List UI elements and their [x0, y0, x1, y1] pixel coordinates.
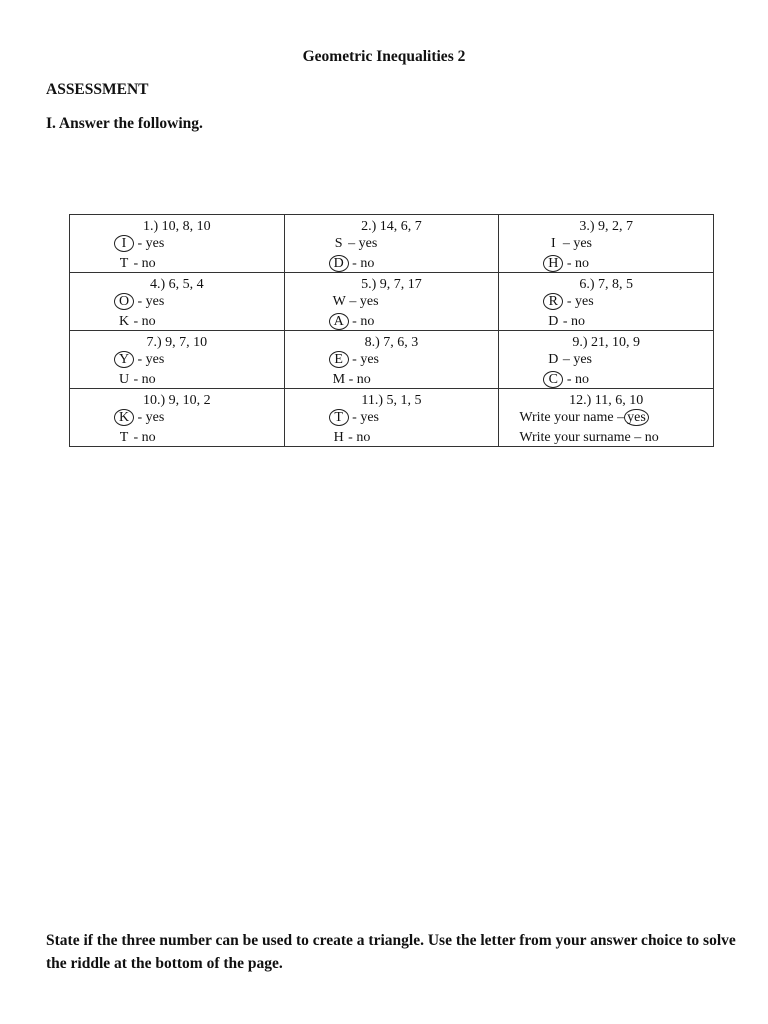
page-title: Geometric Inequalities 2 [302, 48, 466, 65]
option-no [333, 313, 375, 331]
answer-letter: W [332, 294, 346, 309]
option-yes [519, 409, 648, 427]
answer-table [69, 214, 714, 447]
option-no [333, 371, 371, 389]
footer-instructions: State if the three number can be used to create a triangle. Use the letter from your answer choice to solve the riddle at the bottom of the page. [46, 932, 736, 972]
option-label: - no [352, 314, 375, 329]
question-numbers: 9.) 21, 10, 9 [572, 335, 640, 350]
option-yes [333, 235, 378, 253]
option-label: - no [562, 314, 585, 329]
option-label: – yes [349, 294, 379, 309]
question-cell [284, 273, 499, 331]
option-no [547, 255, 589, 273]
option-label: - no [133, 372, 156, 387]
question-numbers: 10.) 9, 10, 2 [142, 393, 211, 408]
question-numbers: 1.) 10, 8, 10 [142, 219, 211, 234]
option-label: – yes [562, 352, 592, 367]
option-no [333, 255, 375, 273]
question-cell [284, 389, 499, 447]
option-yes [547, 293, 593, 311]
circled-answer-letter: I [114, 235, 134, 252]
question-numbers: 8.) 7, 6, 3 [364, 335, 419, 350]
instruction-text: I. Answer the following. [46, 115, 203, 132]
circled-answer-letter: Y [114, 351, 134, 368]
question-cell [499, 389, 714, 447]
answer-letter: D [548, 314, 559, 329]
option-label: Write your name – [519, 410, 625, 425]
option-label: – yes [562, 236, 592, 251]
option-no [118, 313, 156, 331]
option-no [118, 371, 156, 389]
question-cell [499, 215, 714, 273]
answer-letter: S [334, 236, 343, 251]
option-label: - no [133, 430, 156, 445]
option-no [333, 429, 371, 447]
answer-letter: D [548, 352, 559, 367]
option-no [547, 313, 585, 331]
option-no [118, 429, 156, 447]
option-label: - no [566, 372, 589, 387]
option-yes [118, 351, 164, 369]
option-no [547, 371, 589, 389]
question-numbers: 6.) 7, 8, 5 [579, 277, 633, 292]
circled-answer-letter: H [543, 255, 563, 272]
option-label: - no [133, 256, 156, 271]
option-label: - no [352, 256, 375, 271]
option-label: - yes [137, 352, 165, 367]
answer-letter: U [118, 372, 130, 387]
question-cell [70, 389, 285, 447]
question-cell [284, 215, 499, 273]
option-label: - yes [566, 294, 594, 309]
option-yes [333, 293, 379, 311]
answer-letter: I [550, 236, 556, 251]
option-label: – yes [348, 236, 378, 251]
option-label: - yes [352, 352, 379, 367]
option-label: - yes [137, 236, 165, 251]
table-row [70, 389, 714, 447]
option-yes [118, 293, 164, 311]
question-numbers: 12.) 11, 6, 10 [569, 393, 644, 408]
option-label: - yes [137, 294, 165, 309]
circled-answer-letter: D [329, 255, 349, 272]
option-label: - yes [137, 410, 165, 425]
option-label: - no [566, 256, 589, 271]
option-label: - no [348, 372, 371, 387]
question-numbers: 11.) 5, 1, 5 [361, 393, 422, 408]
question-numbers: 2.) 14, 6, 7 [361, 219, 422, 234]
answer-letter: T [119, 256, 129, 271]
question-numbers: 4.) 6, 5, 4 [149, 277, 204, 292]
option-label: - yes [352, 410, 379, 425]
table-row [70, 273, 714, 331]
circled-answer-letter: O [114, 293, 134, 310]
answer-letter: T [119, 430, 129, 445]
table-row [70, 215, 714, 273]
option-yes [333, 351, 379, 369]
section-heading: ASSESSMENT [46, 81, 149, 98]
question-cell [70, 331, 285, 389]
question-cell [499, 273, 714, 331]
question-cell [499, 331, 714, 389]
option-yes [118, 409, 164, 427]
question-cell [70, 273, 285, 331]
option-no: Write your surname – no [519, 430, 659, 445]
option-yes [333, 409, 379, 427]
circled-answer-letter: A [329, 313, 349, 330]
question-cell [284, 331, 499, 389]
question-numbers: 7.) 9, 7, 10 [146, 335, 208, 350]
option-yes [547, 351, 592, 369]
option-label: - no [133, 314, 156, 329]
answer-letter: K [118, 314, 130, 329]
option-yes [547, 235, 592, 253]
answer-letter: M [332, 372, 346, 387]
circled-answer-word: yes [624, 409, 649, 426]
question-numbers: 3.) 9, 2, 7 [579, 219, 633, 234]
option-yes [118, 235, 164, 253]
table-row [70, 331, 714, 389]
question-cell [70, 215, 285, 273]
circled-answer-letter: E [329, 351, 349, 368]
option-no [118, 255, 156, 273]
question-numbers: 5.) 9, 7, 17 [361, 277, 422, 292]
answer-letter: H [333, 430, 344, 445]
circled-answer-letter: R [543, 293, 563, 310]
circled-answer-letter: C [543, 371, 563, 388]
circled-answer-letter: T [329, 409, 349, 426]
circled-answer-letter: K [114, 409, 134, 426]
option-label: - no [348, 430, 371, 445]
